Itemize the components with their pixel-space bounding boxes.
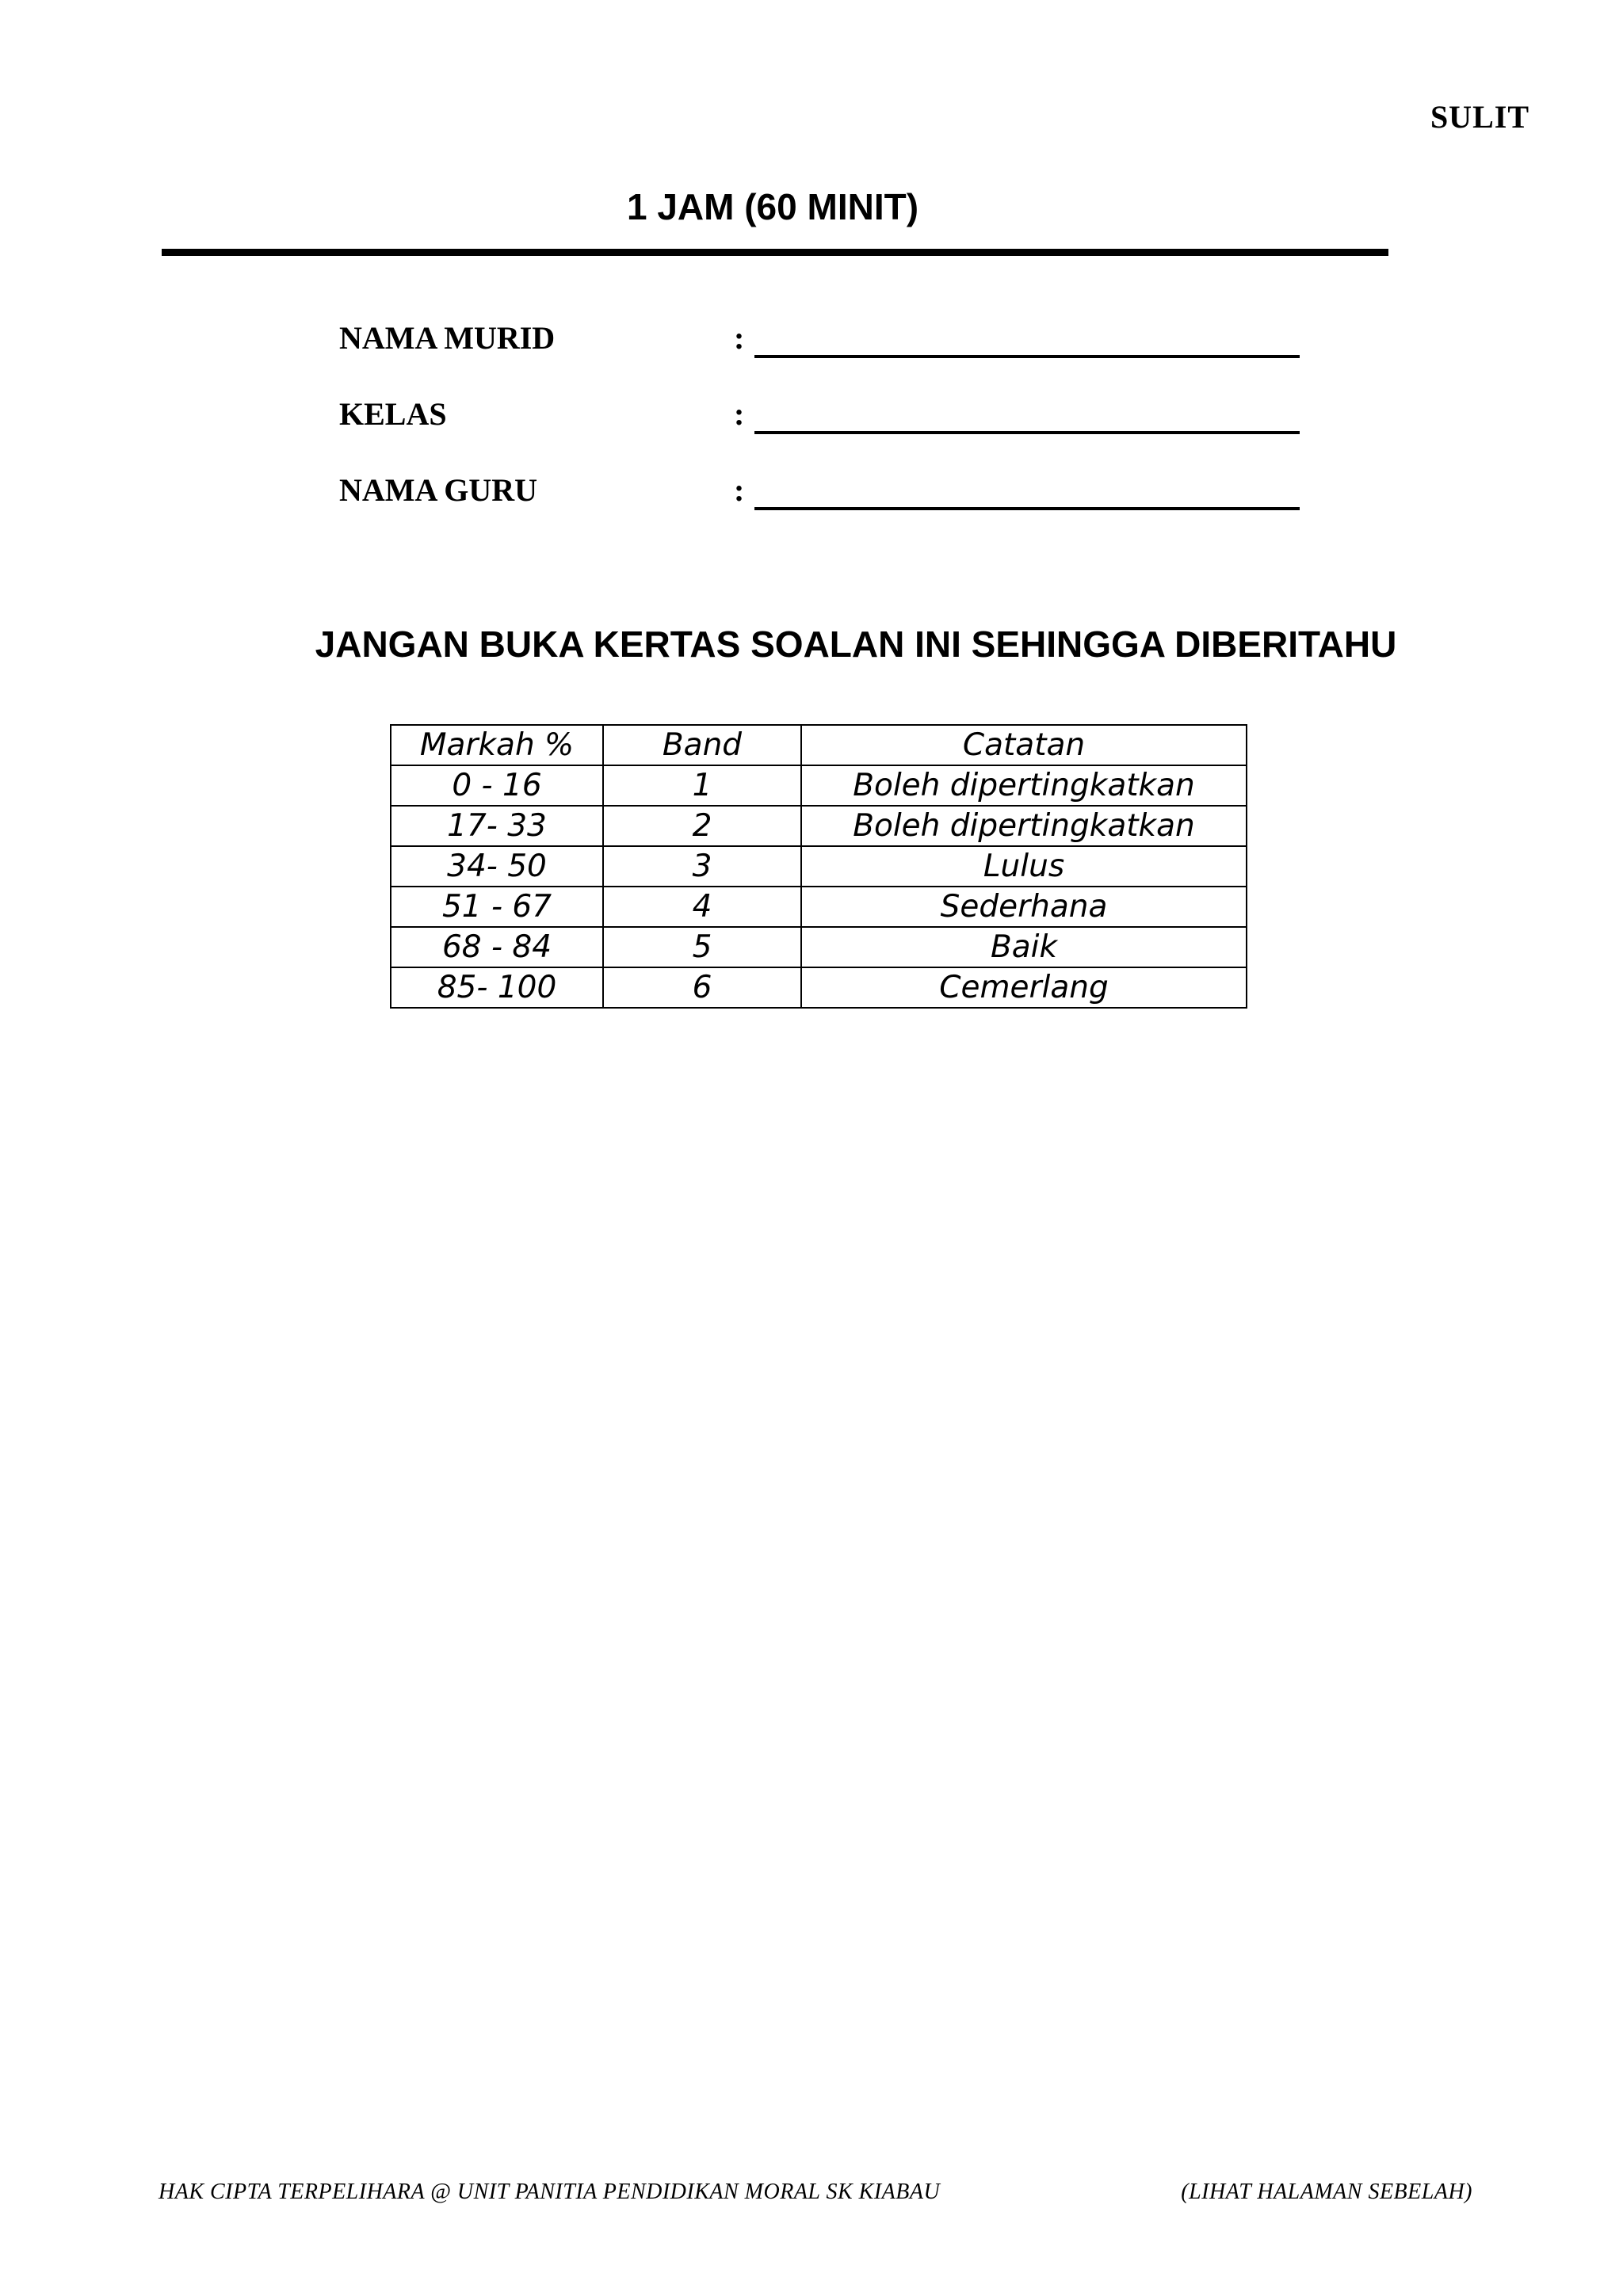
- markah-cell: 34- 50: [391, 846, 603, 887]
- table-header-row: [391, 725, 1247, 765]
- student-name-line[interactable]: [754, 355, 1300, 358]
- next-page-footer: (LIHAT HALAMAN SEBELAH): [1181, 2180, 1472, 2204]
- header-markah: Markah %: [391, 725, 603, 765]
- catatan-cell: Baik: [801, 927, 1247, 967]
- band-cell: 5: [603, 927, 801, 967]
- teacher-name-field[interactable]: [339, 467, 1369, 515]
- catatan-cell: Sederhana: [801, 887, 1247, 927]
- field-colon: :: [734, 396, 745, 432]
- table-row: [391, 927, 1247, 967]
- catatan-cell: Boleh dipertingkatkan: [801, 765, 1247, 806]
- copyright-footer: HAK CIPTA TERPELIHARA @ UNIT PANITIA PENDIDIKAN MORAL SK KIABAU: [158, 2180, 941, 2204]
- exam-duration: 1 JAM (60 MINIT): [626, 186, 919, 227]
- band-cell: 1: [603, 765, 801, 806]
- table-row: [391, 806, 1247, 846]
- teacher-name-label: NAMA GURU: [339, 472, 537, 508]
- markah-cell: 0 - 16: [391, 765, 603, 806]
- band-cell: 2: [603, 806, 801, 846]
- classification-label: SULIT: [1430, 99, 1529, 135]
- class-label: KELAS: [339, 396, 447, 432]
- band-table: [390, 724, 1247, 1009]
- markah-cell: 17- 33: [391, 806, 603, 846]
- header-catatan: Catatan: [801, 725, 1247, 765]
- catatan-cell: Lulus: [801, 846, 1247, 887]
- catatan-cell: Boleh dipertingkatkan: [801, 806, 1247, 846]
- table-row: [391, 846, 1247, 887]
- markah-cell: 68 - 84: [391, 927, 603, 967]
- markah-cell: 51 - 67: [391, 887, 603, 927]
- teacher-name-line[interactable]: [754, 507, 1300, 510]
- header-band: Band: [603, 725, 801, 765]
- table-row: [391, 887, 1247, 927]
- table-row: [391, 967, 1247, 1008]
- header-divider: [162, 249, 1388, 256]
- class-line[interactable]: [754, 431, 1300, 434]
- student-name-field[interactable]: [339, 315, 1369, 363]
- table-row: [391, 765, 1247, 806]
- class-field[interactable]: [339, 391, 1369, 439]
- band-cell: 6: [603, 967, 801, 1008]
- field-colon: :: [734, 472, 745, 508]
- student-name-label: NAMA MURID: [339, 320, 556, 356]
- exam-warning: JANGAN BUKA KERTAS SOALAN INI SEHINGGA DIBERITAHU: [315, 624, 1397, 665]
- field-colon: :: [734, 320, 745, 356]
- catatan-cell: Cemerlang: [801, 967, 1247, 1008]
- markah-cell: 85- 100: [391, 967, 603, 1008]
- band-cell: 4: [603, 887, 801, 927]
- band-cell: 3: [603, 846, 801, 887]
